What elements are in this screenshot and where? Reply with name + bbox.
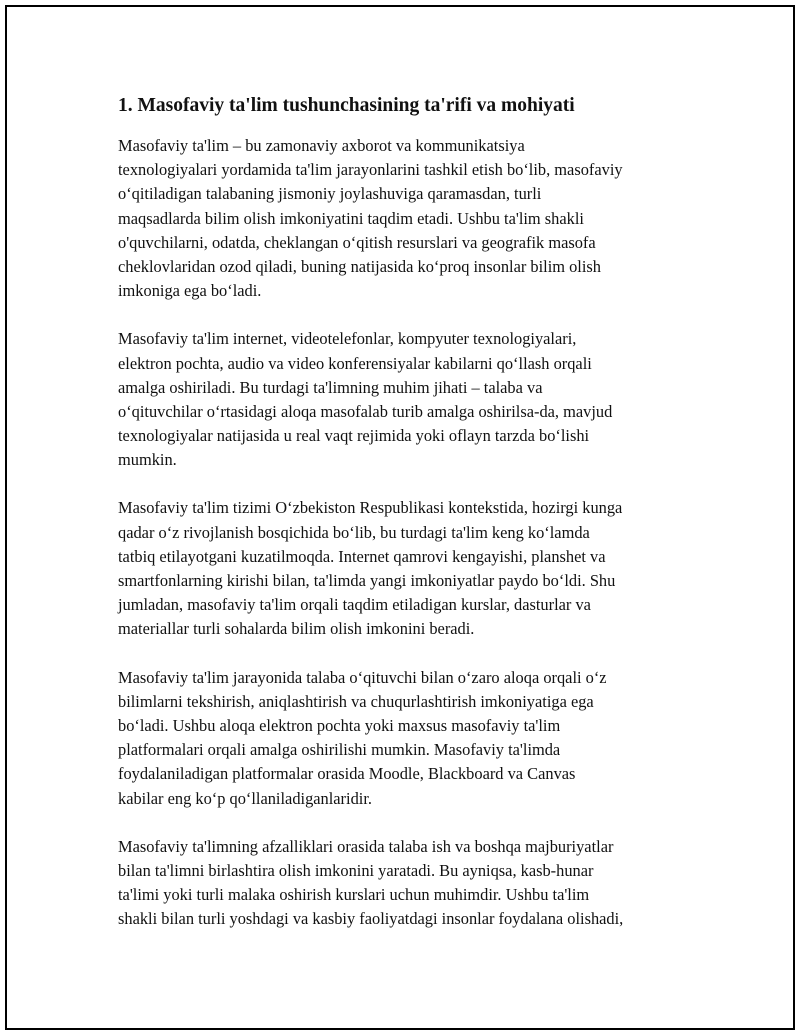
text-line: oʻqitiladigan talabaning jismoniy joylashuviga qaramasdan, turli <box>118 184 542 204</box>
text-line: elektron pochta, audio va video konferensiyalar kabilarni qoʻllash orqali <box>118 353 592 373</box>
text-line: smartfonlarning kirishi bilan, ta'limda yangi imkoniyatlar paydo boʻldi. Shu <box>118 571 616 590</box>
text-line: Masofaviy ta'limning afzalliklari orasida talaba ish va boshqa majburiyatlar <box>118 836 614 856</box>
text-line: texnologiyalar natijasida u real vaqt rejimida yoki oflayn tarzda boʻlishi <box>118 426 590 446</box>
text-line: maqsadlarda bilim olish imkoniyatini taqdim etadi. Ushbu ta'lim shakli <box>118 208 584 228</box>
paragraph-5 <box>118 835 688 932</box>
text-line: texnologiyalari yordamida ta'lim jarayonlarini tashkil etish boʻlib, masofaviy <box>118 160 623 180</box>
text-line: qadar oʻz rivojlanish bosqichida boʻlib, bu turdagi ta'lim keng koʻlamda <box>118 522 590 542</box>
text-line: shakli bilan turli yoshdagi va kasbiy faoliyatdagi insonlar foydalana olishadi, <box>118 909 624 929</box>
text-line: Masofaviy ta'lim – bu zamonaviy axborot va kommunikatsiya <box>118 136 525 155</box>
text-line: platformalari orqali amalga oshirilishi mumkin. Masofaviy ta'limda <box>118 740 561 760</box>
paragraph-3 <box>118 496 688 641</box>
text-line: ta'limi yoki turli malaka oshirish kurslari uchun muhimdir. Ushbu ta'lim <box>118 885 590 905</box>
text-line: imkoniga ega boʻladi. <box>118 281 262 301</box>
text-line: bilimlarni tekshirish, aniqlashtirish va chuqurlashtirish imkoniyatiga ega <box>118 691 594 711</box>
text-line: foydalaniladigan platformalar orasida Moodle, Blackboard va Canvas <box>118 764 576 784</box>
text-line: materiallar turli sohalarda bilim olish imkonini beradi. <box>118 619 475 639</box>
text-line: jumladan, masofaviy ta'lim orqali taqdim etiladigan kurslar, dasturlar va <box>118 595 591 615</box>
text-line: Masofaviy ta'lim tizimi Oʻzbekiston Respublikasi kontekstida, hozirgi kunga <box>118 498 623 518</box>
section-title: 1. Masofaviy ta'lim tushunchasining ta'rifi va mohiyati <box>118 95 575 116</box>
text-line: Masofaviy ta'lim jarayonida talaba oʻqituvchi bilan oʻzaro aloqa orqali oʻz <box>118 667 607 687</box>
text-line: mumkin. <box>118 450 177 470</box>
text-line: boʻladi. Ushbu aloqa elektron pochta yoki maxsus masofaviy ta'lim <box>118 715 561 735</box>
text-line: amalga oshiriladi. Bu turdagi ta'limning muhim jihati – talaba va <box>118 377 543 397</box>
text-line: Masofaviy ta'lim internet, videotelefonlar, kompyuter texnologiyalari, <box>118 329 577 349</box>
text-line: kabilar eng koʻp qoʻllaniladiganlaridir. <box>118 788 372 808</box>
text-line: bilan ta'limni birlashtira olish imkonini yaratadi. Bu ayniqsa, kasb-hunar <box>118 860 594 880</box>
paragraph-2 <box>118 327 688 472</box>
text-line: cheklovlaridan ozod qiladi, buning natijasida koʻproq insonlar bilim olish <box>118 256 601 276</box>
paragraph-4 <box>118 666 688 811</box>
text-line: o'quvchilarni, odatda, cheklangan oʻqitish resurslari va geografik masofa <box>118 232 596 252</box>
paragraph-1 <box>118 134 688 303</box>
text-line: tatbiq etilayotgani kuzatilmoqda. Internet qamrovi kengayishi, planshet va <box>118 546 606 566</box>
text-line: oʻqituvchilar oʻrtasidagi aloqa masofalab turib amalga oshirilsa-da, mavjud <box>118 401 613 421</box>
document-body <box>118 92 688 955</box>
